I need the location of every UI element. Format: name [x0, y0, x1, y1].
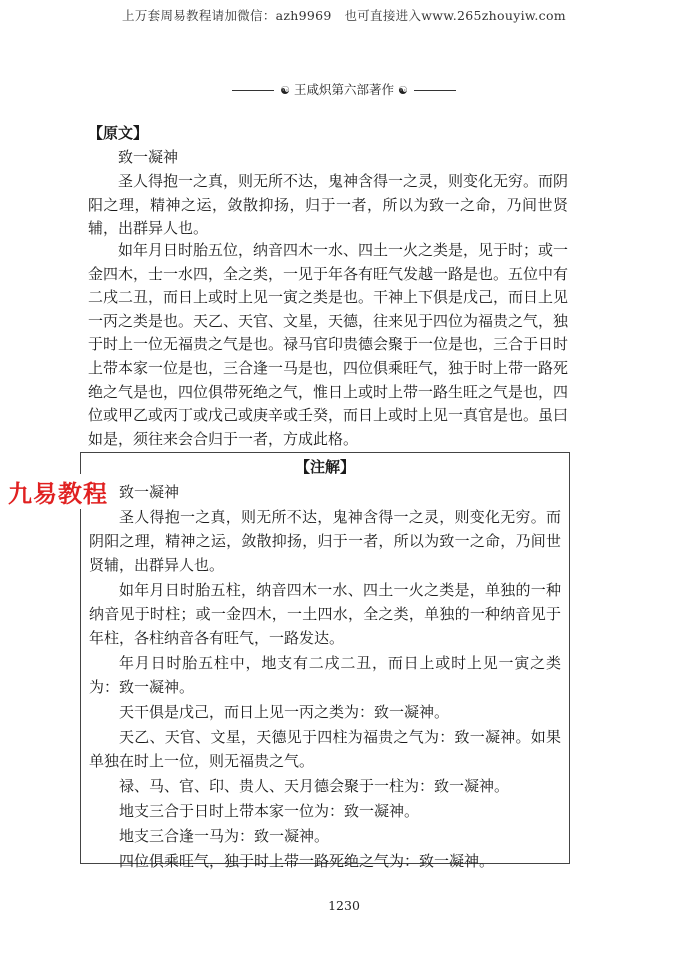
- original-title: 致一凝神: [118, 148, 179, 166]
- original-label: 【原文】: [88, 124, 149, 142]
- paragraph: 圣人得抱一之真，则无所不达，鬼神含得一之灵，则变化无穷。而阴阳之理，精神之运，敛散抑扬，归于一者，所以为致一之命，乃间世贤辅，出群异人也。: [88, 172, 569, 238]
- annotation-label: 【注解】: [294, 458, 355, 476]
- annotation-paragraph: 地支三合逢一马为：致一凝神。: [119, 827, 330, 845]
- annotation-paragraph: 地支三合于日时上带本家一位为：致一凝神。: [119, 802, 420, 820]
- original-paragraph-2: [88, 239, 568, 451]
- annotation-paragraph: 天乙、天官、文星，天德见于四柱为福贵之气为：致一凝神。如果单独在时上一位，则无福贵之气。: [89, 728, 561, 770]
- yin-yang-icon: ☯: [397, 84, 408, 97]
- running-head: [0, 80, 688, 98]
- annotation-title: 致一凝神: [119, 483, 180, 501]
- paragraph: 如年月日时胎五位，纳音四木一水、四土一火之类是，见于时；或一金四木，士一水四，全之类，一见于年各有旺气发越一路是也。五位中有二戌二丑，而日上或时上见一寅之类是也。干神上下俱是戊己，而日上见一丙之类是也。天乙、天官、文星，天德，往来见于四位为福贵之气，独于时上一位无福贵之气是也。禄马官印贵德会聚于一位是也，三合于日时上带本家一位是也，三合逢一马是也，四位俱乘旺气，独于时上带一路死绝之气是也，四位俱带死绝之气，惟日上或时上带一路生旺之气是也，四位或甲乙或丙丁或戊己或庚辛或壬癸，而日上或时上见一真官是也。虽曰如是，须往来会合归于一者，方成此格。: [88, 241, 569, 448]
- running-head-title: 王咸炽第六部著作: [293, 82, 394, 97]
- annotation-body: [89, 480, 561, 874]
- original-paragraph-1: [88, 170, 568, 241]
- annotation-paragraph: 四位俱乘旺气，独于时上带一路死绝之气为：致一凝神。: [119, 852, 495, 870]
- rule-right: [414, 90, 456, 91]
- page-number: 1230: [328, 898, 360, 913]
- annotation-paragraph: 禄、马、官、印、贵人、天月德会聚于一柱为：致一凝神。: [119, 777, 510, 795]
- annotation-paragraph: 天干俱是戊己，而日上见一丙之类为：致一凝神。: [119, 703, 450, 721]
- annotation-paragraph: 年月日时胎五柱中，地支有二戌二丑，而日上或时上见一寅之类为：致一凝神。: [89, 654, 561, 696]
- annotation-paragraph: 如年月日时胎五柱，纳音四木一水、四土一火之类是，单独的一种纳音见于时柱；或一金四木，一土四水，全之类，单独的一种纳音见于年柱，各柱纳音各有旺气，一路发达。: [89, 581, 561, 647]
- watermark-logo: 九易教程: [6, 474, 112, 509]
- rule-left: [232, 90, 274, 91]
- annotation-paragraph: 圣人得抱一之真，则无所不达，鬼神含得一之灵，则变化无穷。而阴阳之理，精神之运，敛散抑扬，归于一者，所以为致一之命，乃间世贤辅，出群异人也。: [89, 508, 561, 574]
- annotation-box: [80, 452, 570, 870]
- yin-yang-icon: ☯: [280, 84, 290, 97]
- top-banner: 上万套周易教程请加微信：azh9969 也可直接进入www.265zhouyiw.com: [122, 8, 566, 23]
